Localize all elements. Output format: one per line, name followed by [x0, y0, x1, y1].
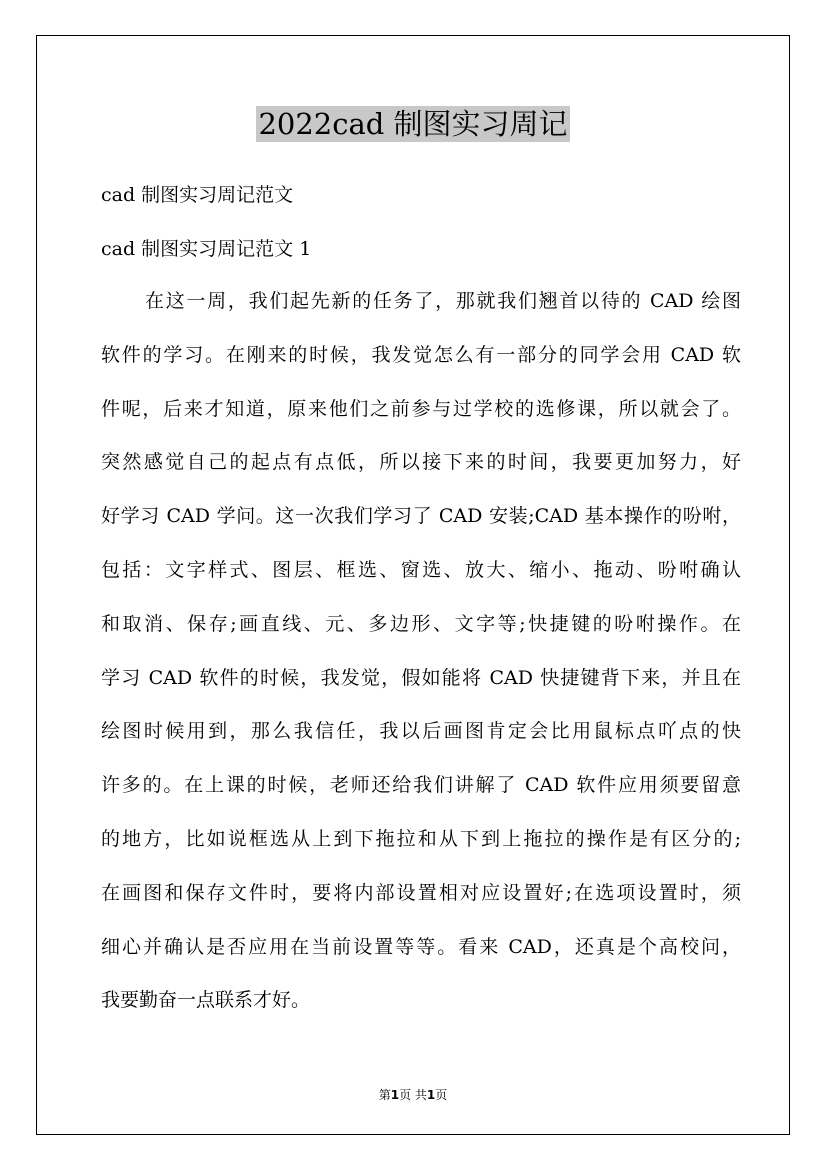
subtitle-1: cad 制图实习周记范文: [101, 184, 294, 206]
subtitle-2: cad 制图实习周记范文 1: [101, 238, 312, 260]
body-line: 包括：文字样式、图层、框选、窗选、放大、缩小、拖动、吩咐确认: [101, 558, 741, 581]
footer-suffix: 页: [435, 1088, 448, 1102]
footer-prefix: 第: [378, 1088, 391, 1102]
title-wrap: [37, 106, 789, 142]
body-line: 的地方，比如说框选从上到下拖拉和从下到上拖拉的操作是有区分的;: [101, 827, 741, 850]
footer-mid: 页 共: [399, 1088, 427, 1102]
body-line: 细心并确认是否应用在当前设置等等。看来 CAD，还真是个高校问，: [101, 935, 741, 958]
body-line: 我要勤奋一点联系才好。: [101, 989, 311, 1012]
document-title: 2022cad 制图实习周记: [258, 107, 568, 141]
body-line: 软件的学习。在刚来的时候，我发觉怎么有一部分的同学会用 CAD 软: [101, 343, 741, 366]
body-line: 许多的。在上课的时候，老师还给我们讲解了 CAD 软件应用须要留意: [101, 774, 741, 797]
body-line: 在画图和保存文件时，要将内部设置相对应设置好;在选项设置时，须: [101, 881, 741, 904]
body-line: 件呢，后来才知道，原来他们之前参与过学校的选修课，所以就会了。: [101, 397, 741, 420]
body-line: 在这一周，我们起先新的任务了，那就我们翘首以待的 CAD 绘图: [145, 290, 741, 312]
footer-total-pages: 1: [426, 1088, 436, 1102]
page-footer: [37, 1086, 789, 1103]
footer-page-number: 1: [390, 1088, 400, 1102]
body-line: 学习 CAD 软件的时候，我发觉，假如能将 CAD 快捷键背下来，并且在: [101, 666, 741, 689]
body-paragraph: [101, 289, 741, 1042]
body-line: 绘图时候用到，那么我信任，我以后画图肯定会比用鼠标点吖点的快: [101, 720, 741, 743]
body-line: 好学习 CAD 学问。这一次我们学习了 CAD 安装;CAD 基本操作的吩咐，: [101, 505, 741, 528]
body-line: 突然感觉自己的起点有点低，所以接下来的时间，我要更加努力，好: [101, 451, 741, 474]
document-page: [36, 35, 790, 1135]
body-line: 和取消、保存;画直线、元、多边形、文字等;快捷键的吩咐操作。在: [101, 612, 741, 635]
